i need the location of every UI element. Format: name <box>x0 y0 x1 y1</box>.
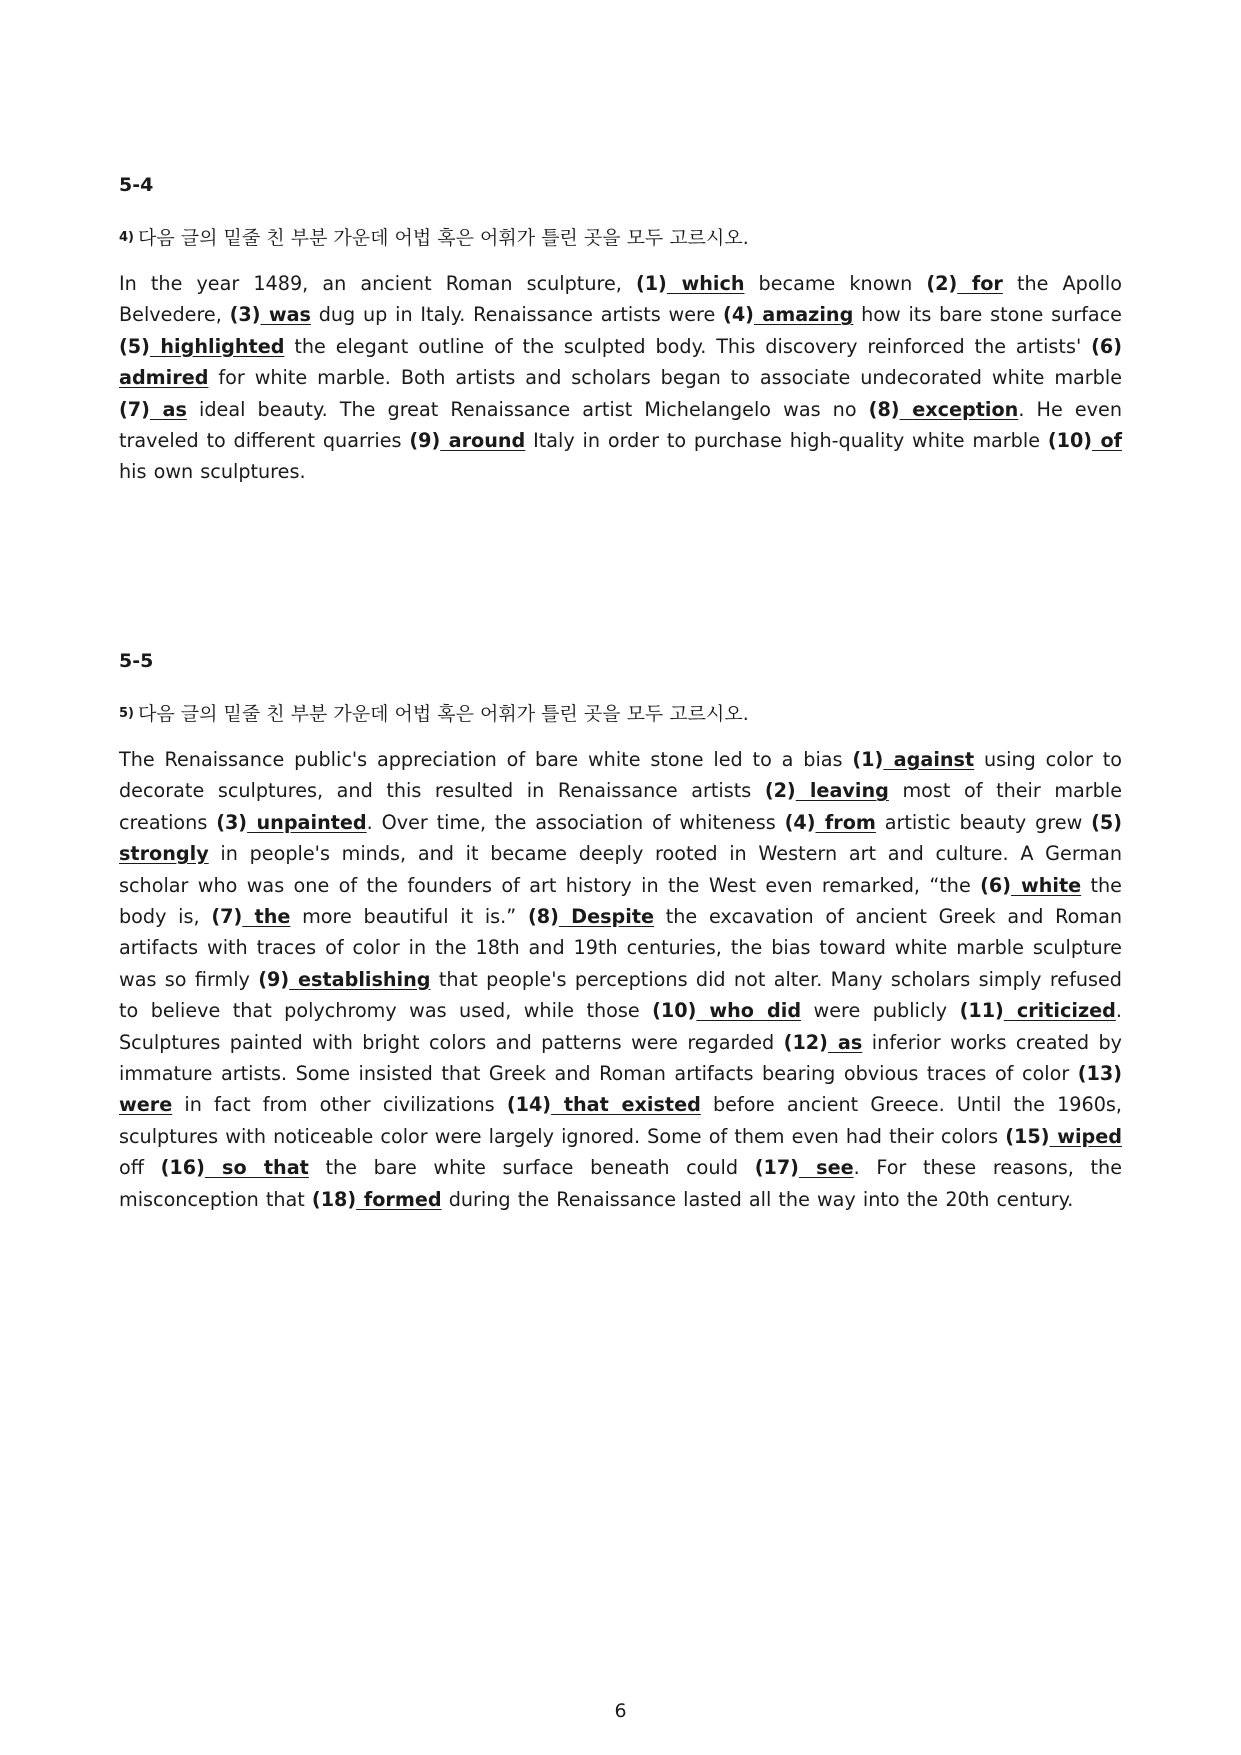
passage-text: inferior works created by immature artists. Some insisted that Greek and Roman artifacts bearing obvious traces of color <box>119 1030 1122 1086</box>
underlined-text: wiped <box>1049 1124 1123 1148</box>
passage-text: were publicly <box>801 999 960 1023</box>
question-number: 5) <box>119 706 134 721</box>
passage-text: before ancient Greece. Until the 1960s, sculptures with noticeable color were largely ignored. Some of them even had their colors <box>119 1093 1123 1148</box>
item-number: (1) <box>852 748 884 771</box>
item-number: (8) <box>868 397 900 421</box>
item-number: (12) <box>783 1030 828 1054</box>
underlined-text: unpainted <box>247 810 367 834</box>
section-label: 5-4 <box>119 174 154 196</box>
underlined-text: exception <box>899 397 1019 421</box>
passage-text: his own sculptures. <box>119 460 306 484</box>
passage-text: Italy in order to purchase high-quality white marble <box>525 429 1048 453</box>
underlined-text: strongly <box>119 842 209 866</box>
page-number: 6 <box>614 1700 627 1722</box>
underlined-item <box>636 272 745 295</box>
item-number: (14) <box>506 1093 552 1117</box>
underlined-text: amazing <box>753 303 854 327</box>
item-number: (3) <box>229 303 261 327</box>
underlined-text: as <box>827 1030 863 1054</box>
underlined-text: of <box>1092 429 1123 453</box>
passage-text: In the year 1489, an ancient Roman sculpture, <box>119 272 636 295</box>
underlined-item <box>652 999 801 1022</box>
item-number: (5) <box>119 334 150 358</box>
underlined-item <box>230 303 311 326</box>
item-number: (17) <box>754 1156 799 1180</box>
passage-text: the body is, <box>119 873 1122 929</box>
item-number: (13) <box>1077 1062 1122 1086</box>
passage-text: the elegant outline of the sculpted body. This discovery reinforced the artists' <box>284 334 1092 358</box>
underlined-item <box>765 779 889 802</box>
underlined-text: which <box>666 272 745 295</box>
passage-text: using color to decorate sculptures, and this resulted in Renaissance artists <box>119 748 1123 803</box>
underlined-text: that existed <box>551 1093 701 1117</box>
underlined-item <box>980 874 1081 897</box>
underlined-item <box>161 1156 309 1179</box>
item-number: (11) <box>959 999 1004 1023</box>
underlined-item <box>1005 1125 1122 1148</box>
item-number: (15) <box>1005 1124 1050 1148</box>
item-number: (4) <box>784 810 816 834</box>
underlined-text: leaving <box>795 779 889 803</box>
passage-text: artistic beauty grew <box>875 810 1092 834</box>
underlined-text: establishing <box>289 967 431 991</box>
passage-text: the excavation of ancient Greek and Roman artifacts with traces of color in the 18th and 19th centuries, the bias toward white marble sculpture was so firmly <box>119 905 1122 991</box>
underlined-item <box>926 272 1003 295</box>
passage-text: . Sculptures painted with bright colors and patterns were regarded <box>119 999 1122 1054</box>
underlined-text: criticized <box>1003 999 1116 1023</box>
underlined-item <box>211 905 290 928</box>
item-number: (2) <box>926 272 958 295</box>
passage-text: off <box>119 1156 161 1180</box>
passage-text: for white marble. Both artists and scholars began to associate undecorated white marble <box>208 366 1122 390</box>
underlined-item <box>409 429 525 452</box>
underlined-text: as <box>149 397 187 421</box>
underlined-text: the <box>242 905 291 929</box>
item-number: (4) <box>723 303 754 327</box>
item-number: (7) <box>119 397 150 421</box>
passage-text: that people's perceptions did not alter. Many scholars simply refused to believe that polychromy was used, while those <box>119 967 1122 1023</box>
passage-text: dug up in Italy. Renaissance artists were <box>310 303 724 327</box>
passage-text: became known <box>744 272 927 295</box>
question-number: 4) <box>119 230 134 245</box>
underlined-item <box>723 303 853 326</box>
item-number: (18) <box>311 1187 357 1211</box>
item-number: (5) <box>1091 810 1123 834</box>
underlined-text: for <box>957 272 1003 295</box>
item-number: (10) <box>1047 429 1093 453</box>
item-number: (2) <box>764 779 796 803</box>
passage-text: . Over time, the association of whiteness <box>366 810 785 834</box>
item-number: (6) <box>1091 334 1122 358</box>
passage-text: the bare white surface beneath could <box>308 1156 755 1180</box>
passage-text: the Apollo Belvedere, <box>119 272 1122 327</box>
item-number: (8) <box>527 905 559 929</box>
question-prompt <box>119 223 749 250</box>
underlined-item <box>258 968 430 991</box>
underlined-item <box>216 811 366 834</box>
passage-text: in people's minds, and it became deeply rooted in Western art and culture. A German scholar who was one of the founders of art history in the West even remarked, “the <box>119 842 1122 897</box>
underlined-item <box>784 1031 863 1054</box>
passage-text: in fact from other civilizations <box>172 1093 507 1117</box>
underlined-text: see <box>798 1156 854 1180</box>
passage-text: . He even traveled to different quarries <box>119 397 1122 453</box>
underlined-text: around <box>440 429 526 453</box>
item-number: (9) <box>409 429 441 453</box>
underlined-text: Despite <box>558 905 655 929</box>
underlined-text: formed <box>356 1187 442 1211</box>
underlined-item <box>507 1093 701 1116</box>
underlined-text: were <box>119 1093 173 1117</box>
passage-text: more beautiful it is.” <box>290 905 528 929</box>
item-number: (10) <box>652 999 697 1023</box>
underlined-item <box>528 905 654 928</box>
underlined-text: from <box>815 810 876 834</box>
item-number: (7) <box>211 905 243 929</box>
passage-text: during the Renaissance lasted all the way into the 20th century. <box>441 1187 1074 1211</box>
underlined-item <box>119 335 284 358</box>
item-number: (1) <box>635 272 667 295</box>
item-number: (16) <box>160 1156 205 1180</box>
item-number: (3) <box>216 810 248 834</box>
underlined-item <box>869 398 1019 421</box>
underlined-text: who did <box>696 999 802 1023</box>
underlined-text: against <box>883 748 975 771</box>
underlined-item <box>852 748 974 771</box>
underlined-text: white <box>1011 873 1082 897</box>
underlined-item <box>119 398 187 421</box>
passage-text: ideal beauty. The great Renaissance artist Michelangelo was no <box>186 397 869 421</box>
underlined-item <box>960 999 1116 1022</box>
item-number: (6) <box>980 873 1012 897</box>
underlined-text: admired <box>119 366 209 390</box>
passage-text: most of their marble creations <box>119 779 1123 834</box>
underlined-text: so that <box>204 1156 309 1180</box>
section-label: 5-5 <box>119 650 154 672</box>
underlined-text: was <box>260 303 311 327</box>
passage-text: . For these reasons, the misconception that <box>119 1156 1122 1211</box>
question-text: 다음 글의 밑줄 친 부분 가운데 어법 혹은 어휘가 틀린 곳을 모두 고르시오. <box>138 227 749 249</box>
passage <box>119 268 1122 488</box>
passage-text: how its bare stone surface <box>853 303 1122 327</box>
underlined-item <box>755 1156 854 1179</box>
underlined-item <box>312 1188 442 1211</box>
passage-text: The Renaissance public's appreciation of bare white stone led to a bias <box>119 748 853 771</box>
question-prompt <box>119 699 749 726</box>
underlined-text: highlighted <box>149 334 285 358</box>
passage <box>119 744 1122 1215</box>
underlined-item <box>785 811 876 834</box>
item-number: (9) <box>258 967 290 991</box>
underlined-item <box>1048 429 1122 452</box>
question-text: 다음 글의 밑줄 친 부분 가운데 어법 혹은 어휘가 틀린 곳을 모두 고르시오. <box>138 703 749 725</box>
